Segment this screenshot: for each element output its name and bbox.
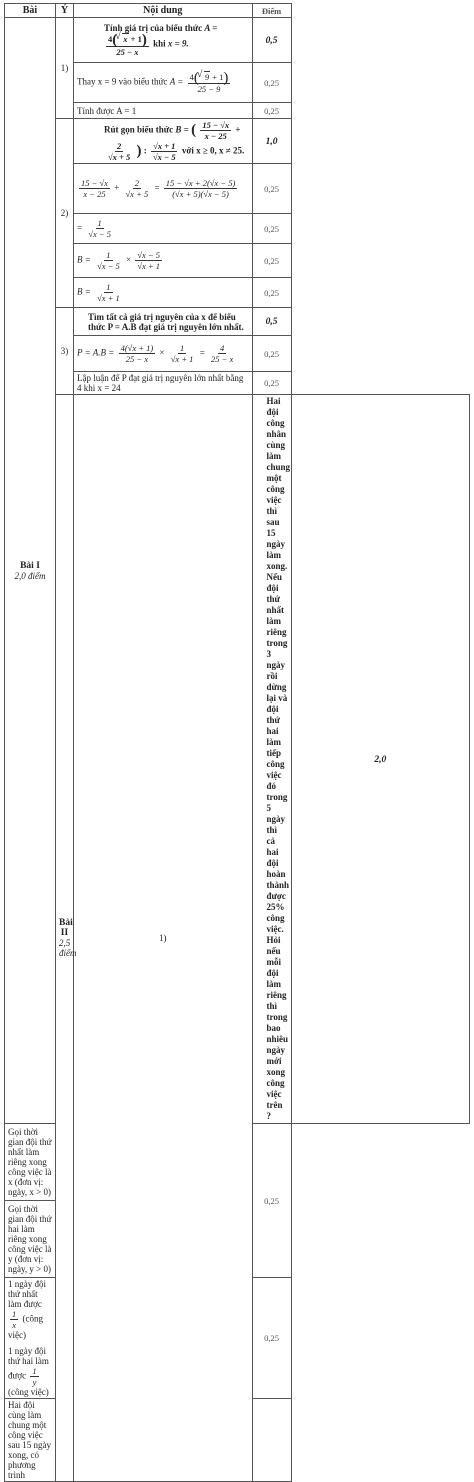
fraction	[200, 120, 231, 141]
math-num: 2	[134, 178, 139, 188]
row-text: (công việc)	[8, 1313, 43, 1340]
fraction	[169, 343, 196, 364]
row-text: Thay x = 9 vào biểu thức	[77, 76, 168, 87]
y-label: 2)	[56, 119, 74, 308]
math-op: =	[199, 347, 205, 358]
math-label: A =	[204, 23, 218, 34]
math-den: 25 − x	[125, 354, 148, 364]
math-rad: √ 9	[204, 71, 210, 82]
math-den: y	[32, 1377, 37, 1387]
math-op: +	[114, 182, 120, 193]
math-label: P = A.B =	[77, 347, 115, 358]
content-cell	[74, 278, 253, 308]
math-num: 1	[32, 1366, 37, 1376]
header-row	[5, 4, 470, 18]
fraction	[10, 1309, 18, 1330]
fraction	[95, 250, 122, 271]
fraction-A9: $\frac{4(√ 9 + 1)}{25 - 9}$	[188, 71, 231, 94]
header-bai: Bài	[5, 4, 56, 18]
math-op: :	[143, 145, 147, 156]
table-row	[5, 214, 470, 244]
bai2-points: 2,5 điểm	[59, 938, 77, 958]
content-cell	[5, 1278, 56, 1399]
math-den: √x − 5	[153, 152, 176, 162]
fraction	[209, 343, 235, 364]
content-cell: Hai đội cùng làm chung một công việc sau 15 ngày xong, có phương trình	[5, 1399, 56, 1482]
score-value: 0,25	[252, 372, 291, 395]
math-num: 1	[97, 218, 102, 228]
math-den: (√x + 5)(√x − 5)	[172, 189, 229, 199]
content-cell	[5, 1124, 56, 1278]
math-plus: + 1	[130, 34, 142, 45]
table-row	[5, 395, 470, 1124]
math-den: √x − 5	[88, 229, 112, 239]
bai2-title: Bài II	[59, 918, 73, 938]
math-op: +	[235, 124, 241, 135]
math-num: 1	[106, 250, 111, 260]
fraction	[106, 141, 132, 162]
row-text: 1 ngày đội thứ nhất làm được	[8, 1279, 46, 1309]
bai2-cell	[56, 395, 77, 1482]
content-cell	[74, 336, 253, 372]
score-value: 0,5	[265, 35, 278, 46]
table-row	[5, 119, 470, 164]
table-row	[5, 372, 470, 395]
math-num: 2	[117, 141, 122, 151]
score-cell	[291, 395, 470, 1124]
math-label: B =	[77, 254, 91, 265]
row-text: Rút gọn biểu thức	[104, 124, 174, 135]
math-op: =	[154, 182, 160, 193]
math-den: x	[12, 1320, 17, 1330]
math-den: √x + 5	[108, 152, 131, 162]
row-text: 1 ngày đội thứ hai làm được	[8, 1346, 49, 1381]
content-cell	[74, 214, 253, 244]
fraction	[119, 343, 156, 364]
math-num: 15 − √x	[81, 178, 108, 188]
score-value: 2,0	[374, 754, 387, 765]
math-den: 25 − 9	[197, 84, 221, 95]
math-den: x − 25	[204, 131, 227, 141]
table-row	[5, 336, 470, 372]
header-content: Nội dung	[74, 4, 253, 18]
content-cell	[74, 18, 253, 63]
math-num: 15 − √x	[202, 120, 230, 130]
table-row	[5, 63, 470, 103]
math-op: =	[77, 222, 83, 233]
score-value: 0,25	[252, 164, 291, 214]
score-value: 0,5	[265, 317, 278, 327]
bai1-cell	[5, 18, 56, 1124]
math-den: √x + 1	[97, 293, 120, 303]
math-den: x − 25	[83, 189, 106, 199]
math-num: 1	[106, 282, 111, 292]
row-text: với x ≥ 0, x ≠ 25.	[181, 145, 245, 156]
math-num: 4	[220, 343, 225, 353]
score-cell	[252, 18, 291, 63]
content-cell	[74, 63, 253, 103]
answer-table	[4, 3, 470, 1482]
y-label: 1)	[56, 18, 74, 119]
math-num: 4	[189, 71, 194, 82]
fraction	[30, 1366, 38, 1387]
header-y: Ý	[56, 4, 74, 18]
row-text: (công việc)	[8, 1387, 49, 1397]
content-cell	[74, 164, 253, 214]
table-row	[5, 164, 470, 214]
bai1-points: 2,0 điểm	[14, 570, 46, 581]
score-value: 0,25	[252, 1124, 291, 1278]
fraction-A: $\frac{4(√ x + 1)}{25 - x}$	[106, 33, 149, 56]
math-label: A =	[169, 76, 184, 87]
score-value: 0,25	[252, 103, 291, 119]
math-num: √x − 5	[137, 250, 161, 260]
math-den: √x + 1	[137, 261, 161, 271]
table-row	[5, 244, 470, 278]
math-label: B =	[175, 124, 189, 135]
y-label: 3)	[56, 308, 74, 395]
math-num: 4	[108, 34, 113, 45]
table-row	[5, 278, 470, 308]
score-cell	[252, 119, 291, 164]
content-cell: Hai đội công nhân cùng làm chung một công việc thì sau 15 ngày làm xong. Nếu đội thứ nhất làm riêng trong 3 ngày rồi dừng lại và đội thứ hai làm tiếp công việc đó trong 5 ngày thì cả hai đội hoàn thành được 25% công việc. Hỏi nếu mỗi đội làm riêng thì trong bao nhiêu ngày mới xong công việc trên ?	[252, 395, 291, 1124]
math-num: 1	[179, 343, 185, 353]
score-value: 0,25	[252, 214, 291, 244]
row-text: Tính giá trị của biểu thức	[104, 23, 203, 34]
score-value: 0,25	[252, 63, 291, 103]
content-cell: Lập luận để P đạt giá trị nguyên lớn nhất bằng 4 khi x = 24	[74, 372, 253, 395]
math-den: √x + 5	[125, 189, 149, 199]
fraction	[135, 250, 162, 271]
content-cell	[74, 244, 253, 278]
table-row	[5, 308, 470, 336]
fraction	[151, 141, 178, 162]
math-den: √x − 5	[97, 261, 120, 271]
table-row	[5, 103, 470, 119]
math-op: ×	[159, 347, 165, 358]
content-cell: Tìm tất cả giá trị nguyên của x để biểu thức P = A.B đạt giá trị nguyên lớn nhất.	[74, 308, 253, 336]
math-num: 15 − √x + 2(√x − 5)	[165, 178, 236, 188]
table-row	[5, 18, 470, 63]
math-plus: + 1	[212, 71, 224, 82]
math-cond: x = 9.	[167, 39, 189, 50]
fraction	[95, 282, 122, 303]
row-text: Gọi thời gian đội thứ nhất làm riêng xong công việc là x (đơn vị: ngày, x > 0)	[5, 1124, 55, 1201]
math-op: ×	[126, 254, 132, 265]
row-text: Gọi thời gian đội thứ hai làm riêng xong công việc là y (đơn vị: ngày, y > 0)	[8, 1204, 52, 1274]
math-rad: √ x	[122, 33, 128, 44]
math-label: B =	[77, 286, 91, 297]
score-value: 1,0	[265, 136, 278, 147]
bai1-title: Bài I	[20, 560, 40, 571]
header-score: Điểm	[252, 4, 291, 18]
fraction	[124, 178, 151, 199]
fraction	[86, 218, 113, 239]
y-label: 1)	[74, 395, 253, 1482]
math-num: √x + 1	[153, 141, 176, 151]
math-den: √x + 1	[170, 354, 194, 364]
score-value: 0,25	[252, 336, 291, 372]
content-cell: Rút gọn biểu thức B = ( $\frac{15 - √x}{x - 25}$ + $\frac{2}{√x + 5}$ ) : $\frac{√x + 1}{√x - 5}$ với x ≥ 0, x ≠ 25.	[74, 119, 253, 164]
math-den: 25 − x	[211, 354, 234, 364]
math-num: 1	[12, 1309, 17, 1319]
fraction	[164, 178, 238, 199]
score-cell	[252, 1399, 291, 1482]
math-den: 25 − x	[116, 46, 139, 57]
score-value: 0,25	[252, 278, 291, 308]
content-cell: Tính được A = 1	[74, 103, 253, 119]
score-cell	[252, 308, 291, 336]
score-value: 0,25	[252, 1278, 291, 1399]
score-value: 0,25	[252, 244, 291, 278]
row-text: khi	[153, 39, 166, 50]
math-num: 4(√x + 1)	[120, 343, 154, 353]
fraction	[79, 178, 110, 199]
